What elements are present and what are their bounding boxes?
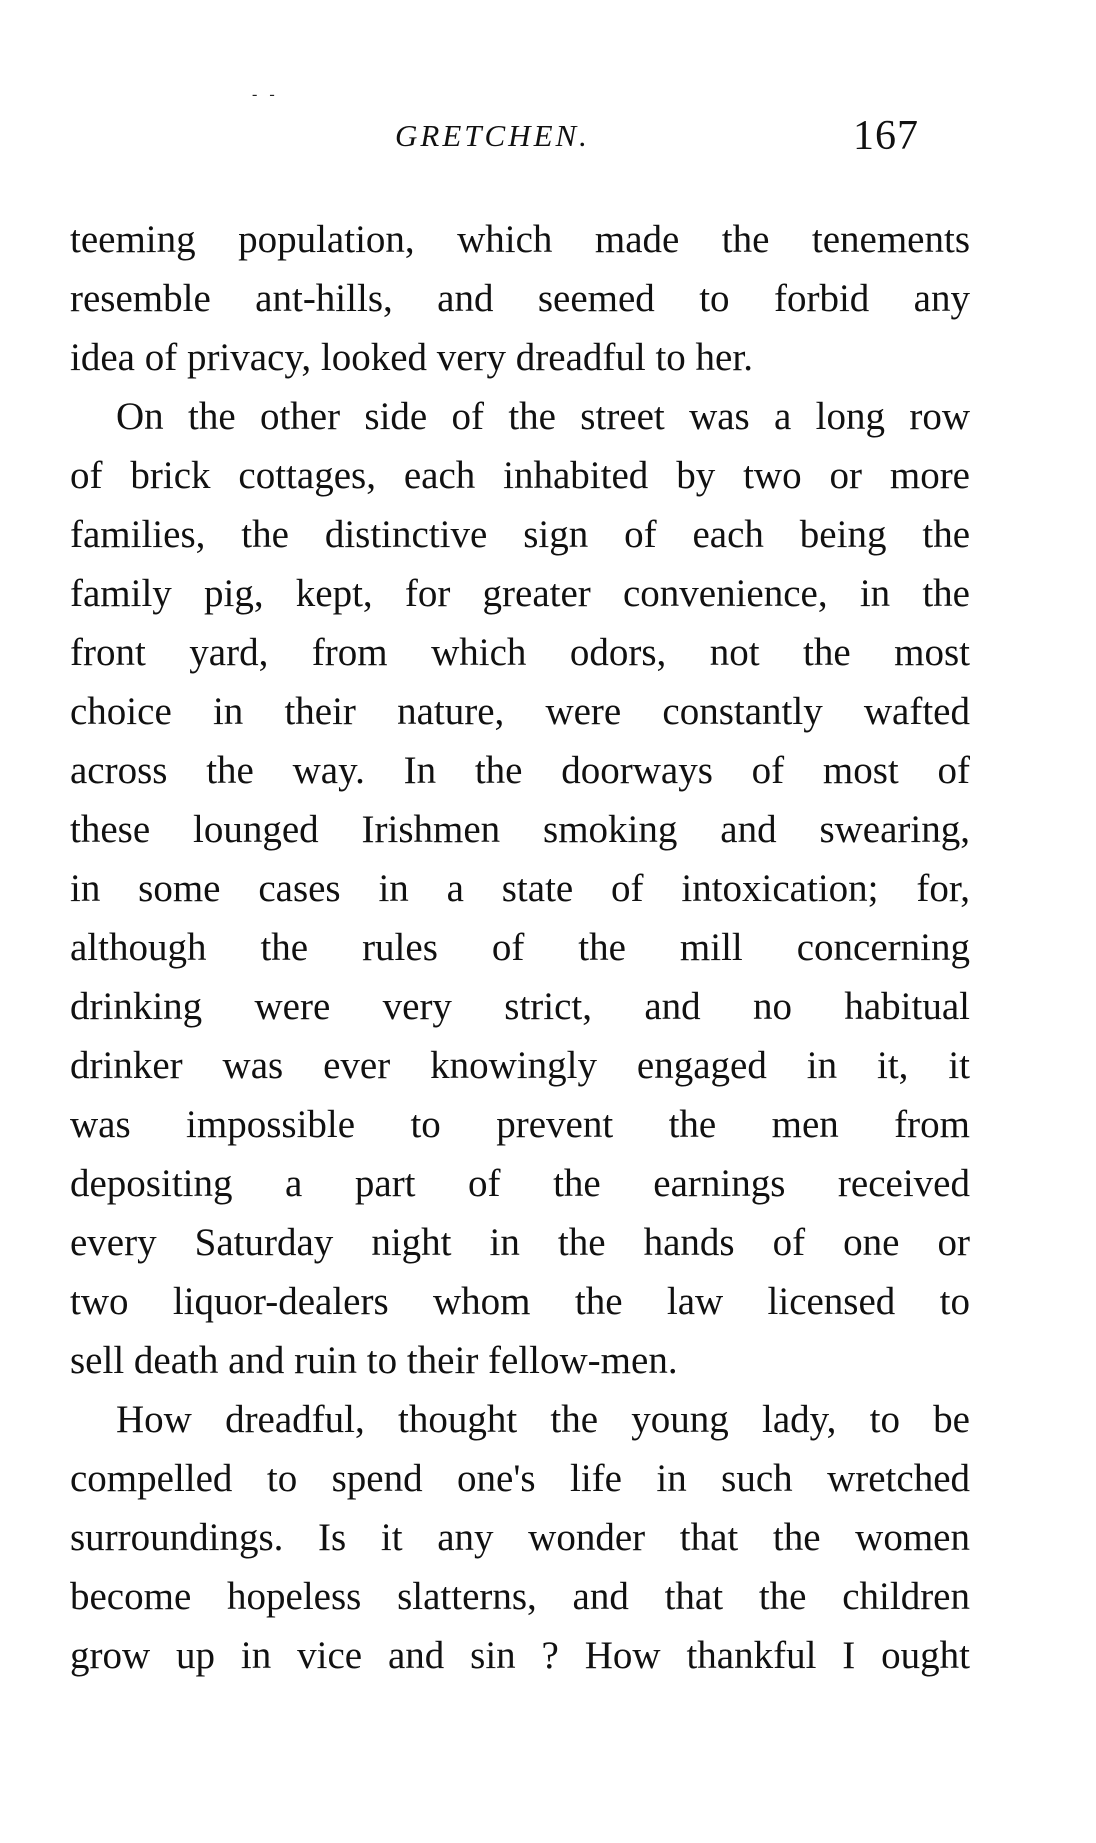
text-line: drinking were very strict, and no habitual <box>70 985 970 1028</box>
text-line: in some cases in a state of intoxication; for, <box>70 867 970 910</box>
text-line: across the way. In the doorways of most of <box>70 749 970 792</box>
text-line: these lounged Irishmen smoking and swearing, <box>70 808 970 851</box>
text-line: front yard, from which odors, not the most <box>70 631 970 674</box>
running-title: GRETCHEN. <box>395 118 590 153</box>
print-specks: - - <box>252 86 279 103</box>
text-line: teeming population, which made the tenements <box>70 218 970 261</box>
page-number: 167 <box>853 113 919 159</box>
text-line: depositing a part of the earnings received <box>70 1162 970 1205</box>
text-line: resemble ant-hills, and seemed to forbid any <box>70 277 970 320</box>
text-line: family pig, kept, for greater convenience, in the <box>70 572 970 615</box>
text-line: of brick cottages, each inhabited by two or more <box>70 454 970 497</box>
text-line: idea of privacy, looked very dreadful to her. <box>70 336 753 379</box>
text-line: two liquor-dealers whom the law licensed to <box>70 1280 970 1323</box>
text-line: grow up in vice and sin ? How thankful I ought <box>70 1634 970 1677</box>
paragraph-start-line: How dreadful, thought the young lady, to be <box>116 1398 970 1441</box>
text-line: drinker was ever knowingly engaged in it, it <box>70 1044 970 1087</box>
text-line: sell death and ruin to their fellow-men. <box>70 1339 678 1382</box>
text-line: every Saturday night in the hands of one or <box>70 1221 970 1264</box>
paragraph-start-line: On the other side of the street was a long row <box>116 395 970 438</box>
text-line: surroundings. Is it any wonder that the women <box>70 1516 970 1559</box>
body-text <box>70 210 970 1685</box>
text-line: become hopeless slatterns, and that the children <box>70 1575 970 1618</box>
text-line: although the rules of the mill concerning <box>70 926 970 969</box>
text-line: compelled to spend one's life in such wretched <box>70 1457 970 1500</box>
text-line: was impossible to prevent the men from <box>70 1103 970 1146</box>
text-line: families, the distinctive sign of each being the <box>70 513 970 556</box>
text-line: choice in their nature, were constantly wafted <box>70 690 970 733</box>
